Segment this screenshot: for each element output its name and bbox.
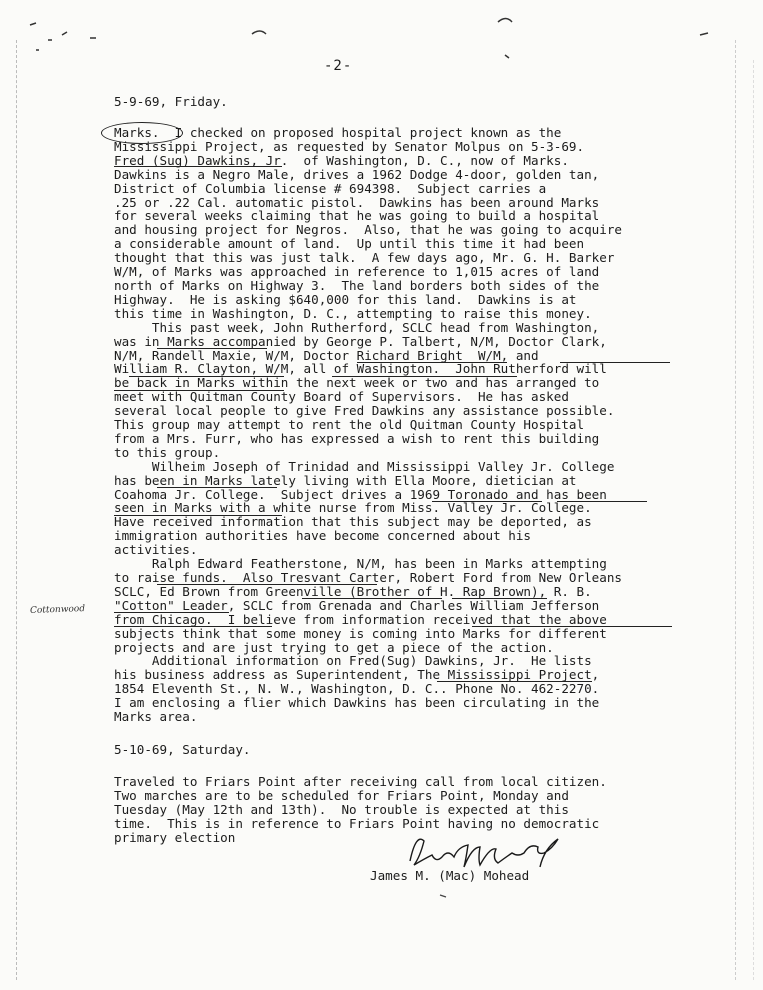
underline-mark — [557, 501, 647, 502]
underline-mark — [472, 626, 672, 627]
underline-mark — [157, 487, 277, 488]
underline-mark — [560, 362, 670, 363]
underline-mark — [432, 501, 542, 502]
underline-mark — [332, 376, 517, 377]
margin-handwritten-note: Cottonwood — [29, 604, 86, 616]
entry-body-1: Marks. I checked on proposed hospital project known as the Mississippi Project, as requested by Senator Molpus on 5-3-69. Fred (Sug) Dawkins, Jr. of Washington, D. C., now of Marks. Dawkins is a Negro Male, drives a 1962 Dodge 4-door, golden tan, District of Columbia license # 694398. Subject carries a .25 or .22 Cal. automatic pistol. Dawkins has been around Marks for several weeks claiming that he was going to build a hospital and housing project for Negros. Also, that he was going to acquire a considerable amount of land. Up until this time it had been thought that this was just talk. A few days ago, Mr. G. H. Barker W/M, of Marks was approached in reference to 1,015 acres of land north of Marks on Highway 3. The land borders both sides of the Highway. He is asking $640,000 for this land. Dawkins is at this time in Washington, D. C., attempting to raise this money. This past week, John Rutherford, SCLC head from Washington, was in Marks accompanied by George P. Talbert, N/M, Doctor Clark, N/M, Randell Maxie, W/M, Doctor Richard Bright W/M, and William R. Clayton, W/M, all of Washington. John Rutherford will be back in Marks within the next week or two and has arranged to meet with Quitman County Board of Supervisors. He has asked several local people to give Fred Dawkins any assistance possible. This group may attempt to rent the old Quitman County Hospital from a Mrs. Furr, who has expressed a wish to rent this building to this group. Wilheim Joseph of Trinidad and Mississippi Valley Jr. College has been in Marks lately living with Ella Moore, dietician at Coahoma Jr. College. Subject drives a 1969 Toronado and has been seen in Marks with a white nurse from Miss. Valley Jr. College. Have received information that this subject may be deported, as immigration authorities have become concerned about his activities. Ralph Edward Featherstone, N/M, has been in Marks attempting to raise funds. Also Tresvant Carter, Robert Ford from New Orleans SCLC, Ed Brown from Greenville (Brother of H. Rap Brown), R. B. "Cotton" Leader, SCLC from Grenada and Charles William Jefferson from Chicago. I believe from information received that the above subjects think that some money is coming into Marks for different projects and are just trying to get a piece of the action. Additional information on Fred(Sug) Dawkins, Jr. He lists his business address as Superintendent, The Mississippi Project, 1854 Eleventh St., N. W., Washington, D. C.. Phone No. 462-2270. I am enclosing a flier which Dawkins has been circulating in the Marks area. — [114, 125, 622, 725]
entry-body-2: Traveled to Friars Point after receiving call from local citizen. Two marches are to be scheduled for Friars Point, Monday and Tuesday (May 12th and 13th). No trouble is expected at this time. This is in reference to Friars Point having no democratic primary election — [114, 774, 607, 845]
underline-mark — [129, 376, 284, 377]
underline-mark — [114, 166, 282, 167]
underline-mark — [114, 612, 229, 613]
underline-mark — [114, 515, 282, 516]
typed-signature-name: James M. (Mac) Mohead — [370, 868, 530, 883]
entry-date-2: 5-10-69, Saturday. — [114, 742, 251, 757]
underline-mark — [357, 362, 507, 363]
underline-mark — [114, 626, 272, 627]
underline-mark — [114, 390, 284, 391]
underline-mark — [157, 348, 267, 349]
underline-mark — [452, 598, 547, 599]
entry-date-1: 5-9-69, Friday. — [114, 94, 228, 109]
underline-mark — [302, 598, 442, 599]
underline-mark — [437, 681, 592, 682]
underline-mark — [157, 584, 377, 585]
page-number: -2- — [324, 58, 353, 74]
